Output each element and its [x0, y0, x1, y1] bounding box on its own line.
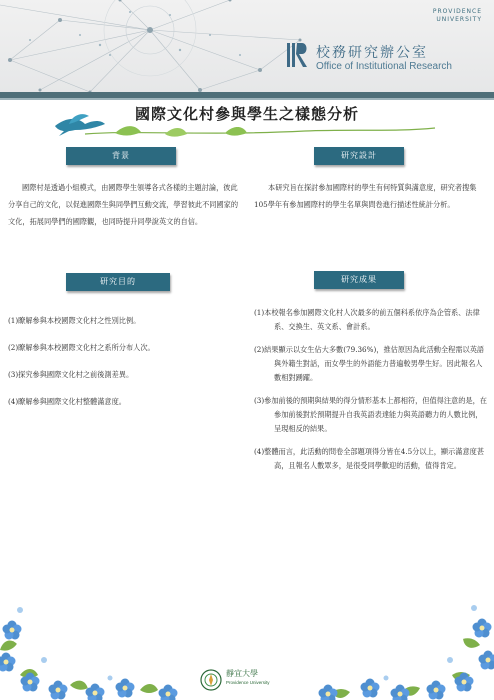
- page-title: 國際文化村參與學生之樣態分析: [134, 105, 359, 123]
- bird-vine-decoration: [55, 112, 445, 148]
- research-purpose-heading: 研究目的: [66, 273, 170, 291]
- list-item: (1)瞭解參與本校國際文化村之性別比例。: [8, 316, 141, 325]
- research-purpose-list: [8, 314, 248, 422]
- office-name-en: Office of Institutional Research: [316, 61, 452, 72]
- university-footer-logo: [200, 665, 290, 695]
- list-item: (3)探究參與國際文化村之前後測差異。: [8, 370, 134, 379]
- office-name-cn: 校務研究辦公室: [316, 45, 428, 61]
- research-design-text: 本研究旨在探討參加國際村的學生有何特質與滿意度，研究者搜集105學年有參加國際村的學生名單與問卷進行描述性統計分析。: [254, 183, 477, 209]
- office-logo-icon: [286, 42, 310, 68]
- list-item: (2)瞭解參與本校國際文化村之系所分布人次。: [8, 343, 155, 352]
- list-item: (1)本校報名參加國際文化村人次最多的前五個科系依序為企管系、法律系、交換生、英文系、會計系。: [254, 308, 480, 331]
- university-name-en: [362, 8, 482, 24]
- header-band-light: [0, 98, 494, 100]
- university-name-line-1: PROVIDENCE: [432, 8, 482, 15]
- university-name-en-footer: Providence University: [226, 680, 270, 685]
- background-text: 國際村是透過小組模式，由國際學生領導各式各樣的主題討論，彼此分享自己的文化，以促進國際生與同學們互動交流，學習彼此不同國家的文化，拓展同學們的國際觀，也同時提升同學說英文的自信。: [8, 183, 239, 226]
- research-results-list: [254, 306, 488, 482]
- university-name-cn: 靜宜大學: [226, 669, 258, 678]
- research-design-heading: 研究設計: [314, 147, 404, 165]
- university-name-line-2: UNIVERSITY: [436, 16, 482, 23]
- list-item: (4)瞭解參與國際文化村整體滿意度。: [8, 397, 126, 406]
- header-banner: [0, 0, 494, 92]
- list-item: (2)結果顯示以女生佔大多數(79.36%)，推估原因為此活動全程需以英語與外籍生對話，而女學生的外語能力普遍較男學生好。因此報名人數相對踴躍。: [254, 345, 485, 382]
- list-item: (3)參加前後的預期與結果的得分情形基本上都相符，但值得注意的是，在參加前後對於預期提升自我英語表達能力與英語聽力的人數比例，呈現相反的結果。: [254, 396, 487, 433]
- university-seal-icon: [200, 669, 222, 691]
- background-heading: 背景: [66, 147, 176, 165]
- list-item: (4)整體而言，此活動的問卷全部題項得分皆在4.5分以上，顯示滿意度甚高，且報名人數眾多，是很受同學歡迎的活動，值得肯定。: [254, 447, 485, 470]
- research-results-heading: 研究成果: [314, 271, 404, 289]
